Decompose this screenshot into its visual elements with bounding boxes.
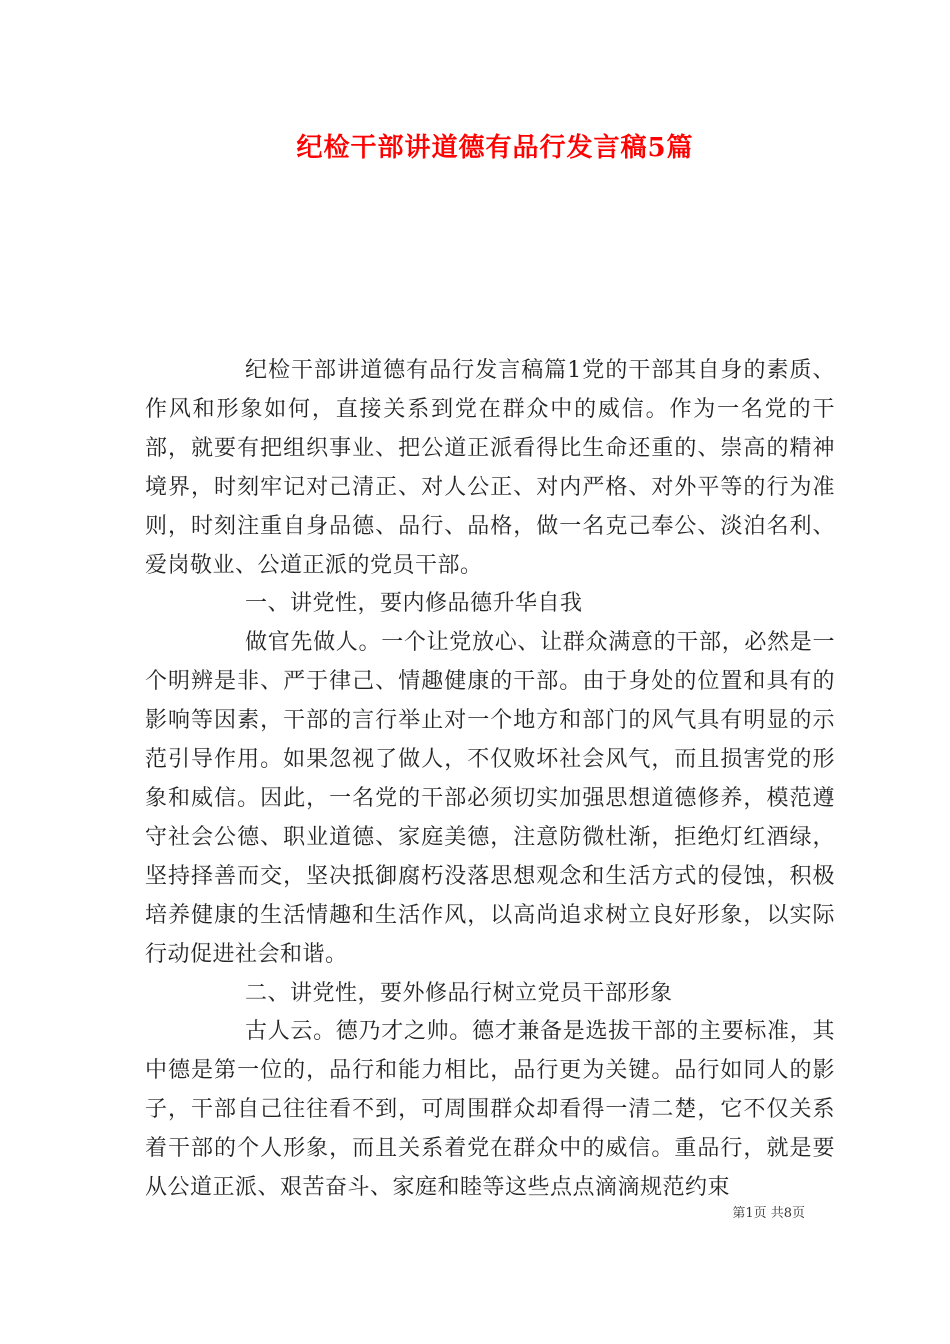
document-title: 纪检干部讲道德有品行发言稿5篇 [296, 133, 694, 163]
section-heading-2: 二、讲党性，要外修品行树立党员干部形象 [245, 980, 673, 1006]
paragraph-section-1: 做官先做人。一个让党放心、让群众满意的干部，必然是一个明辨是非、严于律己、情趣健康的干部。由于身处的位置和具有的影响等因素，干部的言行举止对一个地方和部门的风气具有明显的示范引导作用。如果忽视了做人，不仅败坏社会风气，而且损害党的形象和威信。因此，一名党的干部必须切实加强思想道德修养，模范遵守社会公德、职业道德、家庭美德，注意防微杜渐，拒绝灯红酒绿，坚持择善而交，坚决抵御腐朽没落思想观念和生活方式的侵蚀，积极培养健康的生活情趣和生活作风，以高尚追求树立良好形象，以实际行动促进社会和谐。 [145, 630, 835, 967]
section-heading-1: 一、讲党性，要内修品德升华自我 [245, 591, 583, 617]
document-body [145, 352, 835, 1208]
page-number: 第1页 共8页 [732, 1206, 805, 1221]
paragraph-intro: 纪检干部讲道德有品行发言稿篇1党的干部其自身的素质、作风和形象如何，直接关系到党在群众中的威信。作为一名党的干部，就要有把组织事业、把公道正派看得比生命还重的、崇高的精神境界，时刻牢记对己清正、对人公正、对内严格、对外平等的行为准则，时刻注重自身品德、品行、品格，做一名克己奉公、淡泊名利、爱岗敬业、公道正派的党员干部。 [145, 358, 835, 578]
paragraph-section-2: 古人云。德乃才之帅。德才兼备是选拔干部的主要标准，其中德是第一位的，品行和能力相比，品行更为关键。品行如同人的影子，干部自己往往看不到，可周围群众却看得一清二楚，它不仅关系着干部的个人形象，而且关系着党在群众中的威信。重品行，就是要从公道正派、艰苦奋斗、家庭和睦等这些点点滴滴规范约束 [145, 1019, 835, 1201]
